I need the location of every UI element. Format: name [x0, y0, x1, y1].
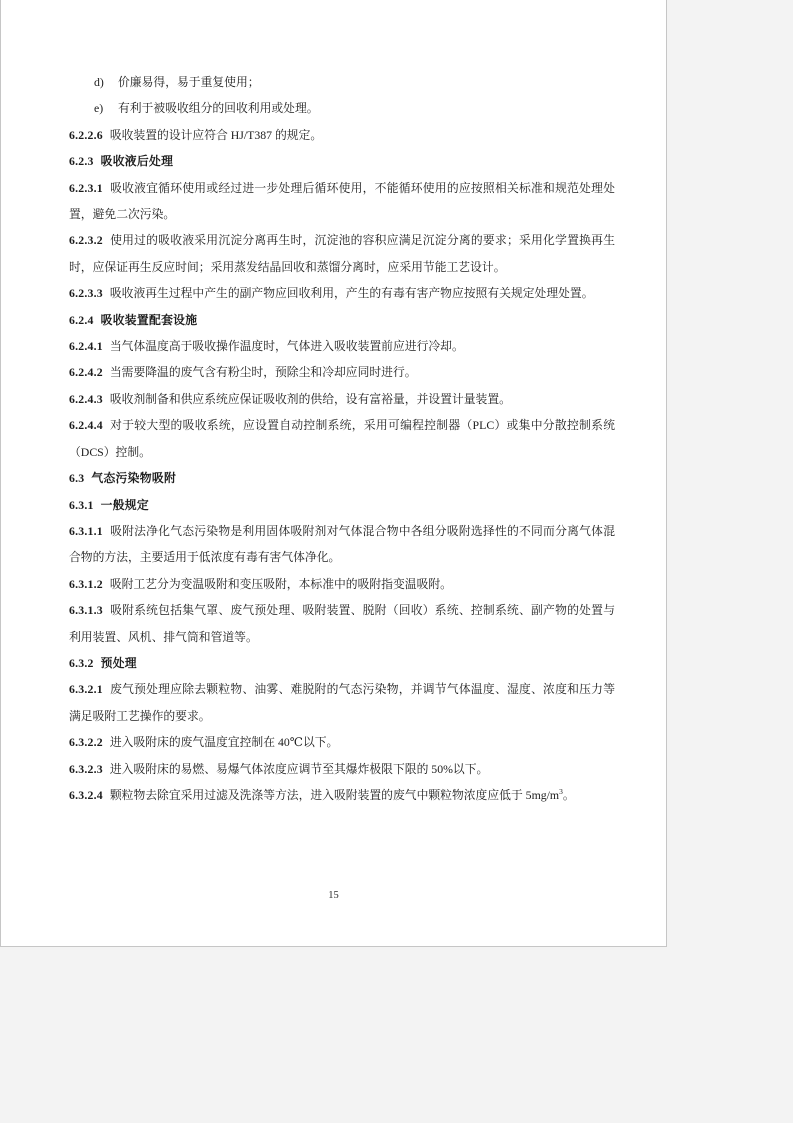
clause-text: 吸收液宜循环使用或经过进一步处理后循环使用，不能循环使用的应按照相关标准和规范处理处置，避免二次污染。: [69, 180, 615, 222]
clause-text: 废气预处理应除去颗粒物、油雾、难脱附的气态污染物，并调节气体温度、湿度、浓度和压力等满足吸附工艺操作的要求。: [69, 682, 615, 723]
clause-text-after-sup: 。: [562, 787, 575, 802]
clause-text: 当需要降温的废气含有粉尘时，预除尘和冷却应同时进行。: [109, 365, 417, 380]
clause-6-3-1-2: [69, 571, 615, 597]
clause-text: 吸附系统包括集气罩、废气预处理、吸附装置、脱附（回收）系统、控制系统、副产物的处置与利用装置、风机、排气筒和管道等。: [69, 603, 615, 644]
clause-number: 6.2.4.2: [69, 365, 103, 380]
clause-6-2-3-3: [69, 280, 615, 306]
clause-number: 6.2.4.3: [69, 391, 103, 406]
clause-text: 吸收装置的设计应符合 HJ/T387 的规定。: [109, 127, 323, 142]
clause-number: 6.2.4.1: [69, 339, 103, 354]
clause-text: 使用过的吸收液采用沉淀分离再生时，沉淀池的容积应满足沉淀分离的要求；采用化学置换再生时，应保证再生反应时间；采用蒸发结晶回收和蒸馏分离时，应采用节能工艺设计。: [69, 233, 615, 274]
clause-number: 6.3.1.1: [69, 523, 103, 538]
clause-number: 6.3.2.1: [69, 682, 103, 697]
clause-6-2-4-4: [69, 412, 615, 465]
section-heading-6-2-4: [69, 307, 615, 333]
page-number: 15: [328, 890, 339, 901]
clause-text: 吸附法净化气态污染物是利用固体吸附剂对气体混合物中各组分吸附选择性的不同而分离气体混合物的方法，主要适用于低浓度有毒有害气体净化。: [69, 523, 615, 565]
list-item-e: [69, 95, 615, 121]
clause-6-3-1-1: [69, 518, 615, 571]
superscript-exponent: 3: [559, 787, 563, 797]
clause-number: 6.3.1.2: [69, 576, 103, 591]
clause-number: 6.2.3.3: [69, 286, 103, 301]
clause-text: 进入吸附床的易燃、易爆气体浓度应调节至其爆炸极限下限的 50%以下。: [109, 761, 489, 776]
clause-number: 6.3.2.3: [69, 761, 103, 776]
clause-text: 颗粒物去除宜采用过滤及洗涤等方法，进入吸附装置的废气中颗粒物浓度应低于 5mg/m: [109, 787, 560, 802]
clause-6-3-2-4: [69, 782, 615, 808]
clause-6-2-3-1: [69, 175, 615, 228]
list-item-label: d): [94, 75, 104, 89]
clause-number: 6.3.2.4: [69, 787, 103, 802]
clause-6-3-2-1: [69, 676, 615, 729]
clause-6-3-1-3: [69, 597, 615, 650]
list-item-text: 有利于被吸收组分的回收利用或处理。: [118, 101, 319, 116]
section-heading-6-3-1: [69, 492, 615, 518]
heading-text: 一般规定: [100, 497, 149, 512]
clause-number: 6.2.4.4: [69, 418, 103, 433]
heading-number: 6.2.4: [69, 312, 94, 327]
clause-6-2-3-2: [69, 227, 615, 280]
heading-text: 气态污染物吸附: [91, 471, 177, 486]
heading-text: 预处理: [100, 655, 137, 670]
clause-6-3-2-2: [69, 729, 615, 755]
section-heading-6-2-3: [69, 148, 615, 174]
heading-text: 吸收液后处理: [100, 154, 174, 169]
list-item-label: e): [94, 101, 104, 116]
clause-text: 吸收剂制备和供应系统应保证吸收剂的供给，设有富裕量，并设置计量装置。: [109, 391, 511, 406]
clause-number: 6.2.3.2: [69, 233, 103, 248]
list-item-d: [69, 69, 615, 95]
clause-number: 6.2.2.6: [69, 127, 103, 142]
clause-text: 进入吸附床的废气温度宜控制在 40℃以下。: [109, 735, 339, 750]
heading-number: 6.3.2: [69, 655, 94, 670]
heading-number: 6.2.3: [69, 154, 94, 169]
clause-text: 吸收液再生过程中产生的副产物应回收利用，产生的有毒有害产物应按照有关规定处理处置。: [109, 286, 594, 301]
clause-number: 6.2.3.1: [69, 180, 103, 195]
clause-text: 对于较大型的吸收系统，应设置自动控制系统，采用可编程控制器（PLC）或集中分散控制系统（DCS）控制。: [69, 418, 615, 459]
clause-number: 6.3.2.2: [69, 735, 103, 750]
clause-6-2-4-2: [69, 359, 615, 385]
heading-number: 6.3.1: [69, 497, 94, 512]
clause-text: 吸附工艺分为变温吸附和变压吸附，本标准中的吸附指变温吸附。: [109, 576, 452, 591]
heading-text: 吸收装置配套设施: [100, 312, 198, 327]
clause-6-2-2-6: [69, 122, 615, 148]
clause-text: 当气体温度高于吸收操作温度时，气体进入吸收装置前应进行冷却。: [109, 339, 464, 354]
clause-6-3-2-3: [69, 756, 615, 782]
section-heading-6-3: [69, 465, 615, 491]
heading-number: 6.3: [69, 471, 85, 486]
clause-number: 6.3.1.3: [69, 603, 103, 618]
document-body: [69, 69, 615, 808]
clause-6-2-4-3: [69, 386, 615, 412]
list-item-text: 价廉易得，易于重复使用；: [118, 75, 260, 89]
section-heading-6-3-2: [69, 650, 615, 676]
clause-6-2-4-1: [69, 333, 615, 359]
